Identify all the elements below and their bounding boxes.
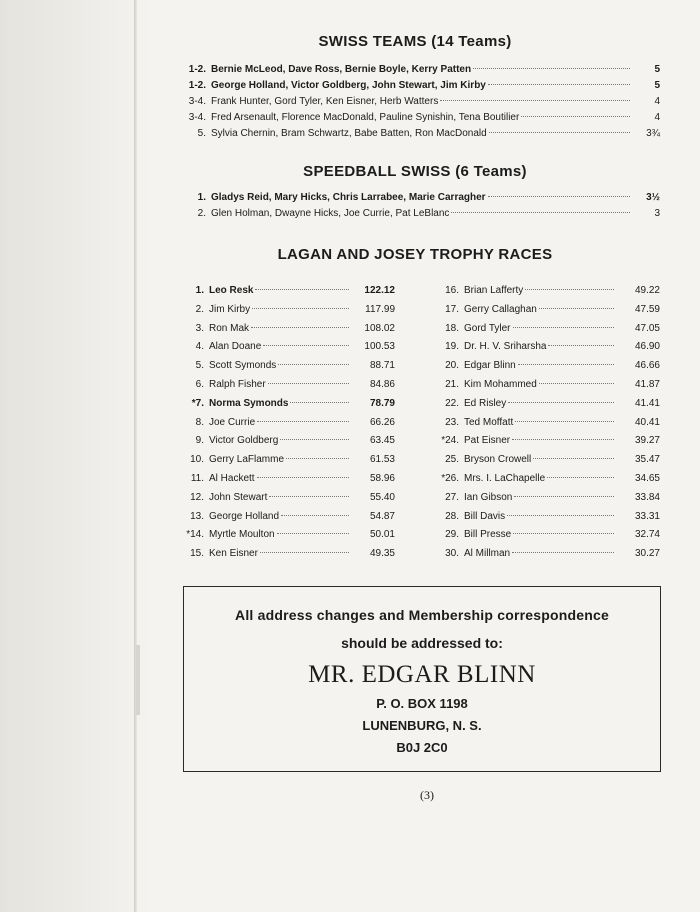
notice-line-2: should be addressed to: — [341, 635, 503, 651]
race-row — [170, 432, 395, 451]
dot-leader — [281, 514, 349, 516]
race-rank: 18. — [445, 322, 459, 334]
race-score: 55.40 — [369, 491, 395, 503]
race-row — [170, 489, 395, 508]
dot-leader — [518, 363, 614, 365]
race-row — [170, 526, 395, 545]
result-score: 5 — [654, 80, 660, 91]
race-rank: 13. — [190, 510, 204, 522]
race-name: Gerry LaFlamme — [209, 454, 285, 466]
race-score: 33.31 — [634, 510, 660, 522]
race-name: Victor Goldberg — [209, 435, 279, 447]
race-score: 88.71 — [369, 360, 395, 372]
dot-leader — [286, 457, 349, 459]
race-score: 100.53 — [364, 341, 395, 353]
result-rank: 2. — [197, 208, 206, 219]
race-score: 84.86 — [369, 378, 395, 390]
race-rank: 30. — [445, 548, 459, 560]
race-score: 34.65 — [634, 472, 660, 484]
result-row — [170, 94, 660, 110]
dot-leader — [440, 99, 630, 101]
race-name: Brian Lafferty — [464, 285, 524, 296]
race-name: Al Millman — [464, 548, 511, 560]
result-rank: 5. — [197, 128, 206, 139]
dot-leader — [513, 532, 614, 534]
race-row — [425, 451, 660, 470]
dot-leader — [255, 288, 349, 290]
result-rank: 1-2. — [188, 80, 206, 91]
race-row — [170, 357, 395, 376]
race-name: Gerry Callaghan — [464, 303, 537, 315]
speedball-swiss-list — [170, 190, 660, 222]
race-name: Jim Kirby — [209, 303, 251, 315]
race-name: Ian Gibson — [464, 491, 513, 503]
dot-leader — [548, 344, 614, 346]
race-row — [170, 376, 395, 395]
dot-leader — [251, 326, 349, 328]
race-name: Pat Eisner — [464, 435, 511, 447]
race-row — [170, 545, 395, 564]
dot-leader — [257, 420, 349, 422]
race-rank: 23. — [445, 416, 459, 428]
result-row — [170, 206, 660, 222]
notice-address-line: P. O. BOX 1198 — [376, 696, 468, 711]
race-name: Ted Moffatt — [464, 416, 514, 428]
race-row — [425, 376, 660, 395]
race-score: 41.41 — [634, 397, 660, 409]
result-rank: 1-2. — [188, 64, 206, 75]
result-row — [170, 110, 660, 126]
race-name: Alan Doane — [209, 341, 262, 353]
race-name: Gord Tyler — [464, 322, 511, 334]
address-notice-box — [183, 586, 661, 772]
dot-leader — [268, 382, 349, 384]
race-score: 108.02 — [364, 322, 395, 334]
race-score: 78.79 — [369, 397, 395, 409]
result-score: 3½ — [646, 192, 660, 203]
binding-mark — [136, 645, 140, 715]
result-score: 3¾ — [646, 128, 660, 139]
notice-address-line: LUNENBURG, N. S. — [362, 718, 482, 733]
race-rank: 17. — [445, 303, 459, 315]
swiss-teams-heading: SWISS TEAMS (14 Teams) — [318, 33, 512, 50]
race-rank: 15. — [190, 548, 204, 560]
race-row — [425, 470, 660, 489]
race-score: 40.41 — [634, 416, 660, 428]
race-row — [425, 489, 660, 508]
race-rank: 5. — [195, 360, 204, 372]
race-rank: 11. — [190, 472, 204, 484]
race-rank: *14. — [186, 529, 204, 541]
race-name: Leo Resk — [209, 285, 254, 296]
race-score: 49.22 — [634, 285, 660, 296]
race-row — [425, 282, 660, 301]
race-name: Bill Davis — [464, 510, 506, 522]
race-rank: 20. — [445, 360, 459, 372]
dot-leader — [488, 195, 630, 197]
race-row — [425, 432, 660, 451]
trophy-races-left-column — [170, 282, 395, 564]
race-row — [425, 414, 660, 433]
race-rank: 22. — [445, 397, 459, 409]
race-name: Ed Risley — [464, 397, 507, 409]
race-rank: 28. — [445, 510, 459, 522]
notice-contact-name: MR. EDGAR BLINN — [308, 661, 536, 688]
trophy-races-right-column — [425, 282, 660, 564]
dot-leader — [269, 495, 349, 497]
result-team-names: Glen Holman, Dwayne Hicks, Joe Currie, Pat LeBlanc — [211, 208, 450, 219]
race-name: Myrtle Moulton — [209, 529, 275, 541]
race-row — [170, 338, 395, 357]
race-name: Kim Mohammed — [464, 378, 537, 390]
race-rank: 3. — [195, 322, 204, 334]
dot-leader — [514, 495, 614, 497]
result-team-names: George Holland, Victor Goldberg, John Stewart, Jim Kirby — [211, 80, 486, 91]
race-row — [425, 545, 660, 564]
race-row — [170, 451, 395, 470]
race-score: 58.96 — [369, 472, 395, 484]
race-name: Edgar Blinn — [464, 360, 516, 372]
race-rank: *26. — [441, 472, 459, 484]
dot-leader — [473, 67, 630, 69]
result-row — [170, 126, 660, 142]
page-number: (3) — [420, 788, 434, 802]
race-rank: 6. — [195, 378, 204, 390]
race-rank: 10. — [190, 454, 204, 466]
result-team-names: Fred Arsenault, Florence MacDonald, Pauline Synishin, Tena Boutilier — [211, 112, 520, 123]
race-score: 50.01 — [369, 529, 395, 541]
race-rank: 2. — [195, 303, 204, 315]
race-rank: *24. — [441, 435, 459, 447]
result-row — [170, 190, 660, 206]
race-name: Ralph Fisher — [209, 378, 266, 390]
dot-leader — [533, 457, 614, 459]
result-rank: 3-4. — [188, 96, 206, 107]
race-score: 32.74 — [634, 529, 660, 541]
result-row — [170, 78, 660, 94]
race-name: Dr. H. V. Sriharsha — [464, 341, 547, 353]
race-score: 47.05 — [634, 322, 660, 334]
race-score: 54.87 — [369, 510, 395, 522]
race-rank: 21. — [445, 378, 459, 390]
race-rank: 1. — [195, 285, 204, 296]
race-rank: 9. — [195, 435, 204, 447]
dot-leader — [257, 476, 349, 478]
result-team-names: Gladys Reid, Mary Hicks, Chris Larrabee, Marie Carragher — [211, 192, 486, 203]
race-rank: 8. — [195, 416, 204, 428]
dot-leader — [515, 420, 614, 422]
dot-leader — [539, 307, 614, 309]
race-rank: 25. — [445, 454, 459, 466]
race-name: Bill Presse — [464, 529, 512, 541]
dot-leader — [508, 401, 614, 403]
dot-leader — [507, 514, 614, 516]
race-row — [425, 526, 660, 545]
speedball-swiss-heading: SPEEDBALL SWISS (6 Teams) — [303, 163, 527, 180]
race-name: Mrs. I. LaChapelle — [464, 472, 546, 484]
race-name: Scott Symonds — [209, 360, 277, 372]
race-score: 46.66 — [634, 360, 660, 372]
notice-address — [184, 693, 660, 759]
dot-leader — [521, 115, 630, 117]
result-score: 5 — [654, 64, 660, 75]
race-row — [170, 395, 395, 414]
dot-leader — [488, 83, 630, 85]
dot-leader — [277, 532, 349, 534]
race-score: 61.53 — [369, 454, 395, 466]
dot-leader — [290, 401, 349, 403]
notice-address-line: B0J 2C0 — [396, 740, 448, 755]
binding-shadow — [0, 0, 150, 912]
race-name: Ron Mak — [209, 322, 250, 334]
result-team-names: Sylvia Chernin, Bram Schwartz, Babe Batten, Ron MacDonald — [211, 128, 487, 139]
race-score: 66.26 — [369, 416, 395, 428]
race-rank: 4. — [195, 341, 204, 353]
race-score: 39.27 — [634, 435, 660, 447]
race-name: Ken Eisner — [209, 548, 258, 560]
race-score: 46.90 — [634, 341, 660, 353]
race-score: 63.45 — [369, 435, 395, 447]
dot-leader — [451, 211, 630, 213]
race-name: Al Hackett — [209, 472, 255, 484]
page-content — [170, 0, 660, 912]
dot-leader — [539, 382, 614, 384]
race-row — [425, 395, 660, 414]
dot-leader — [263, 344, 349, 346]
swiss-teams-list — [170, 62, 660, 142]
result-team-names: Bernie McLeod, Dave Ross, Bernie Boyle, Kerry Patten — [211, 64, 472, 75]
race-row — [170, 508, 395, 527]
race-rank: 16. — [445, 285, 459, 296]
race-name: Bryson Crowell — [464, 454, 532, 466]
dot-leader — [547, 476, 614, 478]
dot-leader — [278, 363, 349, 365]
result-score: 4 — [654, 96, 660, 107]
race-row — [170, 414, 395, 433]
race-rank: 27. — [445, 491, 459, 503]
trophy-races-heading: LAGAN AND JOSEY TROPHY RACES — [277, 246, 553, 263]
dot-leader — [512, 551, 614, 553]
result-rank: 1. — [197, 192, 206, 203]
dot-leader — [489, 131, 630, 133]
race-row — [425, 508, 660, 527]
result-team-names: Frank Hunter, Gord Tyler, Ken Eisner, Herb Watters — [211, 96, 439, 107]
notice-line-1: All address changes and Membership correspondence — [235, 607, 609, 623]
race-rank: 29. — [445, 529, 459, 541]
dot-leader — [280, 438, 349, 440]
race-rank: 12. — [190, 491, 204, 503]
race-row — [170, 320, 395, 339]
race-name: Norma Symonds — [209, 397, 289, 409]
race-rank: 19. — [445, 341, 459, 353]
binding-edge — [134, 0, 137, 912]
race-score: 47.59 — [634, 303, 660, 315]
result-rank: 3-4. — [188, 112, 206, 123]
race-rank: *7. — [191, 397, 204, 409]
race-row — [170, 470, 395, 489]
race-score: 35.47 — [634, 454, 660, 466]
race-row — [425, 301, 660, 320]
result-row — [170, 62, 660, 78]
race-row — [170, 301, 395, 320]
race-name: John Stewart — [209, 491, 268, 503]
race-name: George Holland — [209, 510, 280, 522]
race-score: 117.99 — [365, 303, 395, 315]
race-row — [425, 320, 660, 339]
race-row — [425, 357, 660, 376]
race-name: Joe Currie — [209, 416, 256, 428]
dot-leader — [252, 307, 349, 309]
race-score: 30.27 — [634, 548, 660, 560]
result-score: 3 — [654, 208, 660, 219]
race-score: 41.87 — [634, 378, 660, 390]
dot-leader — [260, 551, 349, 553]
dot-leader — [512, 438, 614, 440]
race-score: 122.12 — [364, 285, 395, 296]
race-row — [425, 338, 660, 357]
race-score: 49.35 — [369, 548, 395, 560]
dot-leader — [513, 326, 615, 328]
race-row — [170, 282, 395, 301]
race-score: 33.84 — [634, 491, 660, 503]
result-score: 4 — [654, 112, 660, 123]
dot-leader — [525, 288, 614, 290]
